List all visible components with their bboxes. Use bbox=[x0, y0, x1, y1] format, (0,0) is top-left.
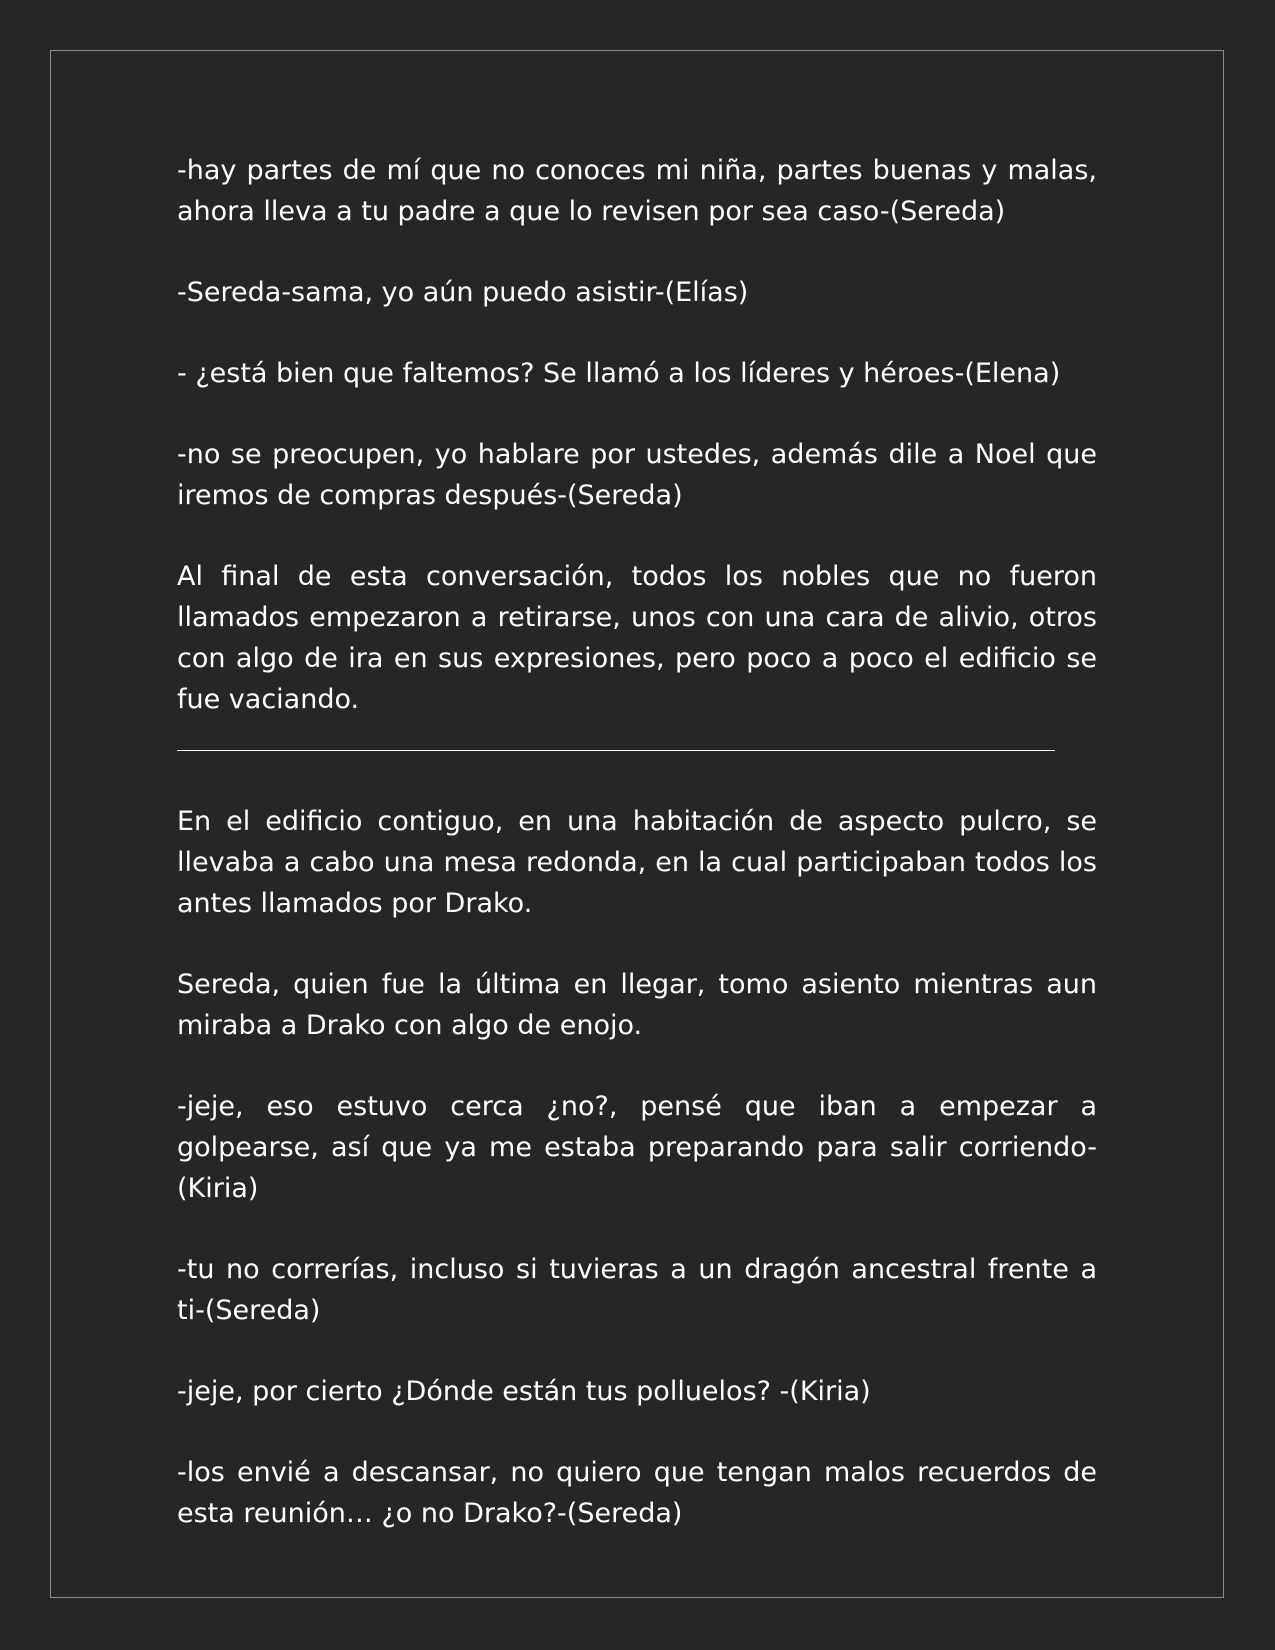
paragraph-sereda-2: -no se preocupen, yo hablare por ustedes, además dile a Noel que iremos de compras después-(Sereda) bbox=[177, 439, 1097, 511]
paragraph-narration-3: Sereda, quien fue la última en llegar, tomo asiento mientras aun miraba a Drako con algo de enojo. bbox=[177, 969, 1097, 1041]
paragraph-kiria-1: -jeje, eso estuvo cerca ¿no?, pensé que iban a empezar a golpearse, así que ya me estaba preparando para salir corriendo-(Kiria) bbox=[177, 1091, 1097, 1204]
paragraph-narration-1: Al final de esta conversación, todos los nobles que no fueron llamados empezaron a retirarse, unos con una cara de alivio, otros con algo de ira en sus expresiones, pero poco a poco el edificio se fue vaciando. bbox=[177, 561, 1097, 715]
document-body bbox=[177, 150, 1097, 1574]
paragraph-sereda-3: -tu no correrías, incluso si tuvieras a un dragón ancestral frente a ti-(Sereda) bbox=[177, 1254, 1097, 1326]
paragraph-sereda-4: -los envié a descansar, no quiero que tengan malos recuerdos de esta reunión… ¿o no Drako?-(Sereda) bbox=[177, 1457, 1097, 1529]
paragraph-sereda-1: -hay partes de mí que no conoces mi niña, partes buenas y malas, ahora lleva a tu padre a que lo revisen por sea caso-(Sereda) bbox=[177, 155, 1097, 227]
scene-separator bbox=[177, 720, 1055, 761]
paragraph-elena: - ¿está bien que faltemos? Se llamó a los líderes y héroes-(Elena) bbox=[177, 358, 1061, 389]
paragraph-kiria-2: -jeje, por cierto ¿Dónde están tus polluelos? -(Kiria) bbox=[177, 1376, 871, 1407]
paragraph-elias: -Sereda-sama, yo aún puedo asistir-(Elías) bbox=[177, 277, 749, 308]
paragraph-narration-2: En el edificio contiguo, en una habitación de aspecto pulcro, se llevaba a cabo una mesa redonda, en la cual participaban todos los antes llamados por Drako. bbox=[177, 806, 1097, 919]
